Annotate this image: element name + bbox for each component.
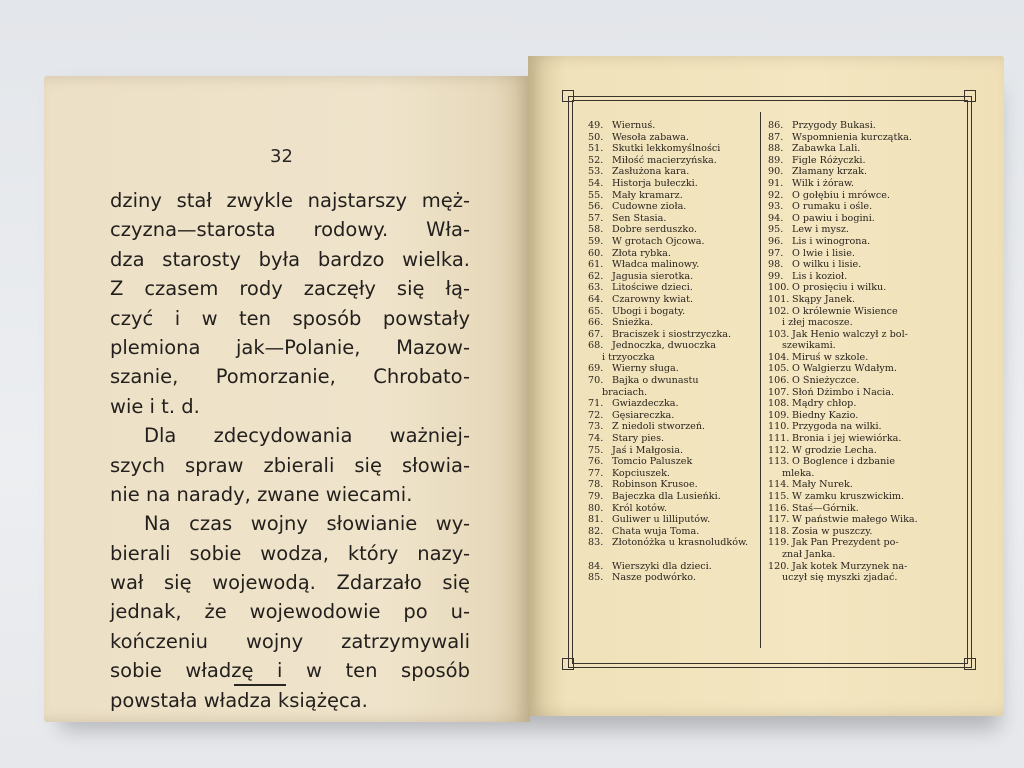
toc-entry-number: 107. xyxy=(768,386,790,398)
toc-entry xyxy=(768,155,958,167)
toc-entry xyxy=(768,317,958,329)
toc-entry-title: Historja bułeczki. xyxy=(612,177,698,189)
toc-entry-number: 95. xyxy=(768,224,784,236)
toc-entry-title: O pawiu i bogini. xyxy=(792,212,875,224)
toc-entry xyxy=(768,398,958,410)
text-line: dza starosty była bardzo wielka. xyxy=(110,247,470,271)
text-line: jednak, że wojewodowie po u- xyxy=(110,600,470,624)
toc-entry-number: 102. xyxy=(768,305,790,317)
toc-entry-title: Wierny sługa. xyxy=(612,363,679,375)
toc-entry-number: 75. xyxy=(588,444,604,456)
toc-entry-title: Skąpy Janek. xyxy=(792,293,856,305)
toc-entry xyxy=(768,514,958,526)
toc-entry-number: 106. xyxy=(768,375,790,387)
toc-entry-number: 83. xyxy=(588,537,604,549)
toc-entry-number: 114. xyxy=(768,479,790,491)
toc-entry-number: 71. xyxy=(588,398,604,410)
toc-entry xyxy=(588,317,758,329)
toc-entry xyxy=(768,236,958,248)
toc-entry-number: 97. xyxy=(768,247,784,259)
toc-entry-title: Lis i winogrona. xyxy=(792,235,871,247)
toc-entry xyxy=(588,201,758,213)
toc-entry-title: mleka. xyxy=(782,467,815,479)
toc-entry xyxy=(588,143,758,155)
toc-entry xyxy=(768,456,958,468)
toc-entry-number: 67. xyxy=(588,328,604,340)
toc-entry-number: 108. xyxy=(768,398,790,410)
toc-entry-title: Wesoła zabawa. xyxy=(612,131,689,143)
toc-entry-number: 77. xyxy=(588,467,604,479)
toc-entry-title: Złotonóżka u krasnoludków. xyxy=(612,537,749,549)
toc-entry-title: Zasłużona kara. xyxy=(612,166,690,178)
toc-entry-number: 74. xyxy=(588,433,604,445)
toc-entry-number: 92. xyxy=(768,189,784,201)
frame-corner-ornament xyxy=(964,658,976,670)
toc-entry-title: Jagusia sierotka. xyxy=(612,270,694,282)
toc-entry-title: Wierszyki dla dzieci. xyxy=(612,560,712,572)
text-line: czyzna—starosta rodowy. Wła- xyxy=(110,218,470,242)
toc-entry xyxy=(768,178,958,190)
toc-entry xyxy=(768,213,958,225)
toc-entry-title: Ubogi i bogaty. xyxy=(612,305,686,317)
toc-entry-number: 79. xyxy=(588,491,604,502)
toc-entry-title: szewikami. xyxy=(782,340,836,352)
toc-entry-title: W państwie małego Wika. xyxy=(792,514,918,526)
toc-entry-title: Miłość macierzyńska. xyxy=(612,154,717,166)
toc-entry xyxy=(588,363,758,375)
text-line: Dla zdecydowania ważniej- xyxy=(144,424,470,448)
toc-entry-title: Jak kotek Murzynek na- xyxy=(792,560,908,572)
toc-entry xyxy=(768,491,958,503)
toc-entry xyxy=(588,329,758,341)
toc-entry-number: 94. xyxy=(768,212,784,224)
toc-entry-title: O Śnieżyczce. xyxy=(792,375,860,387)
toc-entry-title: Jaś i Małgosia. xyxy=(612,444,683,456)
toc-entry-title: braciach. xyxy=(602,386,648,398)
toc-entry-title: Guliwer u lilliputów. xyxy=(612,514,711,526)
toc-entry xyxy=(588,410,758,422)
toc-entry xyxy=(768,537,958,549)
toc-entry-number: 82. xyxy=(588,525,604,537)
toc-entry xyxy=(768,224,958,236)
toc-entry-title: Przygoda na wilki. xyxy=(792,421,882,433)
toc-entry-number: 120. xyxy=(768,560,790,572)
toc-entry-title: Skutki lekkomyślności xyxy=(612,143,721,155)
toc-entry xyxy=(588,282,758,294)
toc-entry-number: 63. xyxy=(588,282,604,294)
toc-entry-number: 98. xyxy=(768,259,784,271)
toc-entry xyxy=(768,387,958,399)
toc-entry-number: 73. xyxy=(588,421,604,433)
toc-entry xyxy=(768,410,958,422)
toc-entry-title: O prosięciu i wilku. xyxy=(792,282,887,294)
toc-entry-title: Bajka o dwunastu xyxy=(612,375,699,387)
toc-entry-title: Czarowny kwiat. xyxy=(612,293,694,305)
toc-entry-title: O królewnie Wisience xyxy=(792,305,898,317)
toc-entry-title: Biedny Kazio. xyxy=(792,409,859,421)
toc-entry-title: Złota rybka. xyxy=(612,247,671,259)
toc-entry-number: 64. xyxy=(588,293,604,305)
toc-entry-number: 51. xyxy=(588,143,604,155)
toc-entry-title: O Boglence i dzbanie xyxy=(792,456,896,468)
toc-entry xyxy=(588,375,758,387)
toc-entry-number: 103. xyxy=(768,328,790,340)
toc-entry-title: Złamany krzak. xyxy=(792,166,867,178)
toc-entry xyxy=(588,306,758,318)
toc-entry-title: Śnieżka. xyxy=(612,317,654,329)
toc-entry xyxy=(768,259,958,271)
toc-entry-title: Braciszek i siostrzyczka. xyxy=(612,328,732,340)
toc-entry-number: 55. xyxy=(588,189,604,201)
toc-entry xyxy=(588,271,758,283)
toc-entry-number: 91. xyxy=(768,177,784,189)
toc-entry-title: Bajeczka dla Lusieńki. xyxy=(612,491,721,502)
toc-entry-title: Mały kramarz. xyxy=(612,189,683,201)
toc-entry-title: Z niedoli stworzeń. xyxy=(612,421,706,433)
text-line: czyć i w ten sposób powstały xyxy=(110,306,470,330)
text-line: bierali sobie wodza, który nazy- xyxy=(110,541,470,565)
toc-entry-title: O wilku i lisie. xyxy=(792,259,862,271)
toc-entry xyxy=(588,445,758,457)
toc-entry-number: 85. xyxy=(588,572,604,584)
toc-entry xyxy=(768,271,958,283)
toc-entry-number: 54. xyxy=(588,177,604,189)
toc-entry xyxy=(768,503,958,515)
toc-entry-number: 89. xyxy=(768,154,784,166)
toc-entry xyxy=(588,549,758,561)
toc-entry-number: 118. xyxy=(768,525,790,537)
toc-entry-number: 68. xyxy=(588,340,604,352)
toc-entry-title: Przygody Bukasi. xyxy=(792,120,876,131)
toc-entry xyxy=(768,479,958,491)
toc-entry-title: Słoń Dżimbo i Nacia. xyxy=(792,386,895,398)
toc-entry xyxy=(768,132,958,144)
toc-entry xyxy=(588,132,758,144)
toc-entry-number: 70. xyxy=(588,375,604,387)
toc-entry xyxy=(588,479,758,491)
toc-entry-number: 62. xyxy=(588,270,604,282)
toc-entry xyxy=(588,120,758,132)
toc-entry xyxy=(588,340,758,352)
end-rule xyxy=(234,684,286,686)
toc-entry-title: Figle Różyczki. xyxy=(792,154,866,166)
toc-entry-title: Władca malinowy. xyxy=(612,259,700,271)
toc-entry-number: 117. xyxy=(768,514,790,526)
toc-entry-number: 116. xyxy=(768,502,790,514)
toc-entry-number: 115. xyxy=(768,491,790,502)
toc-entry-title: Tomcio Paluszek xyxy=(612,456,693,468)
toc-entry-number: 61. xyxy=(588,259,604,271)
toc-entry xyxy=(768,201,958,213)
toc-entry-title: Staś—Górnik. xyxy=(792,502,859,514)
toc-entry xyxy=(588,514,758,526)
toc-entry xyxy=(768,468,958,480)
toc-entry-title: Robinson Krusoe. xyxy=(612,479,698,491)
toc-entry xyxy=(588,398,758,410)
toc-entry xyxy=(768,329,958,341)
text-line: plemiona jak—Polanie, Mazow- xyxy=(110,335,470,359)
toc-entry-title: Litościwe dzieci. xyxy=(612,282,693,294)
toc-entry-number: 113. xyxy=(768,456,790,468)
toc-entry-number: 52. xyxy=(588,154,604,166)
toc-column-divider xyxy=(760,112,761,648)
toc-entry-number: 105. xyxy=(768,363,790,375)
toc-entry-title: Lis i kozioł. xyxy=(792,270,848,282)
text-line: szanie, Pomorzanie, Chrobato- xyxy=(110,365,470,389)
text-line: sobie władzę i w ten sposób xyxy=(110,659,470,683)
toc-entry-title: Jak Henio walczył z bol- xyxy=(792,328,908,340)
toc-entry-number: 119. xyxy=(768,537,790,549)
text-line: nie na narady, zwane wiecami. xyxy=(110,482,413,506)
toc-entry-number: 76. xyxy=(588,456,604,468)
toc-entry xyxy=(588,456,758,468)
toc-entry xyxy=(588,155,758,167)
toc-entry-number: 49. xyxy=(588,120,604,131)
toc-entry xyxy=(768,561,958,573)
toc-entry-number: 100. xyxy=(768,282,790,294)
toc-entry xyxy=(768,352,958,364)
frame-corner-ornament xyxy=(562,658,574,670)
text-line: Z czasem rody zaczęły się łą- xyxy=(110,277,470,301)
toc-entry-title: Gęsiareczka. xyxy=(612,409,675,421)
toc-entry-number: 86. xyxy=(768,120,784,131)
toc-entry-number: 104. xyxy=(768,351,790,363)
toc-entry xyxy=(588,248,758,260)
toc-entry-title: Zabawka Lali. xyxy=(792,143,861,155)
toc-entry-title: uczył się myszki zjadać. xyxy=(782,572,898,584)
toc-entry xyxy=(588,352,758,364)
toc-entry-number: 57. xyxy=(588,212,604,224)
toc-entry-title: Cudowne zioła. xyxy=(612,201,687,213)
toc-entry xyxy=(588,259,758,271)
toc-entry xyxy=(768,248,958,260)
toc-entry xyxy=(588,224,758,236)
toc-entry-title: i złej macosze. xyxy=(782,317,853,329)
toc-entry-title: Gwiazdeczka. xyxy=(612,398,679,410)
toc-entry-number: 60. xyxy=(588,247,604,259)
toc-entry-title: Zosia w puszczy. xyxy=(792,525,873,537)
page-number: 32 xyxy=(270,146,293,167)
toc-entry xyxy=(588,572,758,584)
toc-entry xyxy=(768,549,958,561)
toc-entry-number: 99. xyxy=(768,270,784,282)
toc-entry-number: 111. xyxy=(768,433,790,445)
toc-entry xyxy=(768,166,958,178)
toc-entry-number: 58. xyxy=(588,224,604,236)
toc-entry-number: 88. xyxy=(768,143,784,155)
toc-entry-number: 84. xyxy=(588,560,604,572)
toc-entry xyxy=(768,526,958,538)
toc-entry-title: znał Janka. xyxy=(782,548,836,560)
toc-entry-title: Jednoczka, dwuoczka xyxy=(612,340,716,352)
toc-entry-title: Dobre serduszko. xyxy=(612,224,697,236)
text-line: Na czas wojny słowianie wy- xyxy=(144,512,470,536)
toc-entry xyxy=(588,236,758,248)
text-line: wał się wojewodą. Zdarzało się xyxy=(110,571,470,595)
toc-entry-number: 112. xyxy=(768,444,790,456)
toc-entry-title: Stary pies. xyxy=(612,433,665,445)
frame-corner-ornament xyxy=(964,90,976,102)
toc-entry xyxy=(588,526,758,538)
toc-entry xyxy=(768,572,958,584)
toc-entry-number: 59. xyxy=(588,235,604,247)
toc-entry-title: Lew i mysz. xyxy=(792,224,849,236)
toc-entry-title: Jak Pan Prezydent po- xyxy=(792,537,899,549)
toc-entry xyxy=(588,433,758,445)
toc-entry-number: 90. xyxy=(768,166,784,178)
text-line: powstała władza książęca. xyxy=(110,688,368,712)
toc-entry-title: Wiernuś. xyxy=(612,120,656,131)
toc-entry-number: 69. xyxy=(588,363,604,375)
toc-entry-title: Miruś w szkole. xyxy=(792,351,869,363)
toc-entry-number: 81. xyxy=(588,514,604,526)
toc-entry-title: O gołębiu i mrówce. xyxy=(792,189,890,201)
toc-entry-title: W grodzie Lecha. xyxy=(792,444,877,456)
toc-entry xyxy=(588,537,758,549)
toc-entry-title: Wilk i żóraw. xyxy=(792,177,855,189)
toc-entry xyxy=(768,190,958,202)
toc-entry-number: 93. xyxy=(768,201,784,213)
frame-corner-ornament xyxy=(562,90,574,102)
toc-entry xyxy=(588,387,758,399)
left-page-text xyxy=(110,186,470,715)
toc-entry-number: 110. xyxy=(768,421,790,433)
toc-entry-title: O rumaku i ośle. xyxy=(792,201,873,213)
toc-entry-title: i trzyoczka xyxy=(602,351,655,363)
toc-entry xyxy=(768,445,958,457)
toc-entry-number: 109. xyxy=(768,409,790,421)
toc-entry xyxy=(768,120,958,132)
toc-entry-title: W zamku kruszwickim. xyxy=(792,491,905,502)
toc-entry-number: 53. xyxy=(588,166,604,178)
toc-entry xyxy=(768,340,958,352)
toc-entry xyxy=(768,433,958,445)
toc-entry-title: Kopciuszek. xyxy=(612,467,670,479)
text-line: wie i t. d. xyxy=(110,394,200,418)
toc-entry-title: Chata wuja Toma. xyxy=(612,525,700,537)
toc-entry xyxy=(588,166,758,178)
toc-entry-number: 56. xyxy=(588,201,604,213)
toc-entry-title: Król kotów. xyxy=(612,502,667,514)
toc-entry-title: W grotach Ojcowa. xyxy=(612,235,705,247)
toc-entry xyxy=(768,363,958,375)
toc-entry-title: Mały Nurek. xyxy=(792,479,853,491)
toc-entry-number: 101. xyxy=(768,293,790,305)
toc-entry xyxy=(768,143,958,155)
toc-entry-number: 66. xyxy=(588,317,604,329)
text-line: dziny stał zwykle najstarszy męż- xyxy=(110,189,470,212)
text-line: kończeniu wojny zatrzymywali xyxy=(110,629,470,653)
toc-entry-number: 80. xyxy=(588,502,604,514)
toc-entry-title: Mądry chłop. xyxy=(792,398,857,410)
toc-entry xyxy=(588,491,758,503)
toc-entry xyxy=(588,421,758,433)
toc-entry-number: 78. xyxy=(588,479,604,491)
toc-entry-number: 72. xyxy=(588,409,604,421)
toc-entry xyxy=(768,282,958,294)
toc-entry xyxy=(768,306,958,318)
toc-entry xyxy=(588,468,758,480)
toc-entry xyxy=(588,294,758,306)
toc-entry xyxy=(588,561,758,573)
toc-entry-number: 65. xyxy=(588,305,604,317)
toc-entry-title: Sen Stasia. xyxy=(612,212,667,224)
toc-entry xyxy=(588,213,758,225)
toc-left-column xyxy=(588,120,758,584)
toc-entry-title: O lwie i lisie. xyxy=(792,247,855,259)
toc-entry xyxy=(588,178,758,190)
toc-entry xyxy=(768,375,958,387)
toc-entry-title: Wspomnienia kurczątka. xyxy=(792,131,912,143)
toc-entry-number: 87. xyxy=(768,131,784,143)
toc-entry-title: O Walgierzu Wdałym. xyxy=(792,363,897,375)
toc-entry-title: Nasze podwórko. xyxy=(612,572,696,584)
toc-entry xyxy=(588,190,758,202)
toc-entry xyxy=(768,294,958,306)
toc-entry-number: 96. xyxy=(768,235,784,247)
text-line: szych spraw zbierali się słowia- xyxy=(110,453,470,477)
toc-right-column xyxy=(768,120,958,584)
toc-entry-number: 50. xyxy=(588,131,604,143)
toc-entry xyxy=(588,503,758,515)
toc-entry-title: Bronia i jej wiewiórka. xyxy=(792,433,902,445)
toc-entry xyxy=(768,421,958,433)
